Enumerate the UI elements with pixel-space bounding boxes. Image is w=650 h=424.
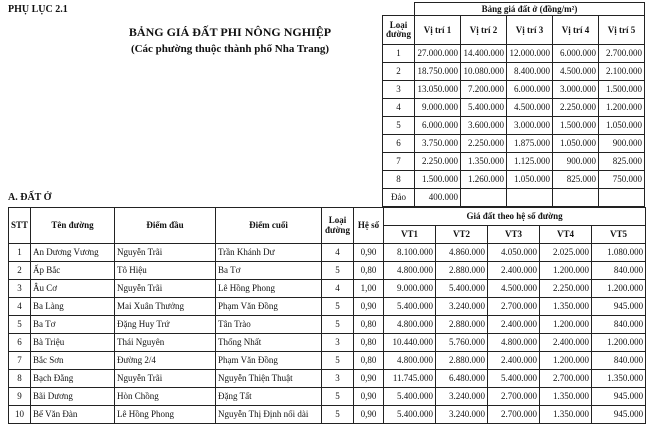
road-type-cell: 5 <box>322 388 354 406</box>
price-cell: 900.000 <box>599 135 645 153</box>
price-cell: 3.600.000 <box>461 117 507 135</box>
table-row <box>9 370 646 388</box>
table-row <box>383 63 645 81</box>
price-cell: 18.750.000 <box>415 63 461 81</box>
price-cell: 4.800.000 <box>384 262 436 280</box>
start-point-cell: Mai Xuân Thưởng <box>115 298 216 316</box>
price-cell: 2.700.000 <box>488 388 540 406</box>
price-cell: 1.080.000 <box>592 244 646 262</box>
price-cell: 11.745.000 <box>384 370 436 388</box>
road-type-cell: 2 <box>383 63 415 81</box>
price-cell: 1.350.000 <box>592 370 646 388</box>
price-cell: 945.000 <box>592 298 646 316</box>
coefficient-cell: 0,80 <box>354 316 384 334</box>
price-cell <box>599 189 645 207</box>
price-cell: 840.000 <box>592 352 646 370</box>
stt-cell: 8 <box>9 370 31 388</box>
coefficient-cell: 0,90 <box>354 388 384 406</box>
price-cell: 5.400.000 <box>461 99 507 117</box>
table-row <box>383 45 645 63</box>
price-cell: 5.400.000 <box>384 406 436 424</box>
price-cell: 945.000 <box>592 406 646 424</box>
stt-cell: 9 <box>9 388 31 406</box>
header-coefficient: Hệ số <box>354 208 384 244</box>
table-row <box>9 316 646 334</box>
coefficient-cell: 0,90 <box>354 370 384 388</box>
stt-cell: 7 <box>9 352 31 370</box>
stt-cell: 1 <box>9 244 31 262</box>
header-price-group: Giá đất theo hệ số đường <box>384 208 646 226</box>
price-cell: 4.050.000 <box>488 244 540 262</box>
table-row <box>9 334 646 352</box>
price-cell: 5.400.000 <box>384 298 436 316</box>
table-row <box>383 153 645 171</box>
price-cell: 900.000 <box>553 153 599 171</box>
road-type-cell: 5 <box>322 352 354 370</box>
price-cell: 6.000.000 <box>507 81 553 99</box>
price-table-position-header: Vị trí 3 <box>507 16 553 45</box>
table-row <box>383 189 645 207</box>
price-cell: 5.400.000 <box>488 370 540 388</box>
price-cell: 1.050.000 <box>507 171 553 189</box>
coefficient-cell: 0,80 <box>354 334 384 352</box>
price-cell: 10.080.000 <box>461 63 507 81</box>
price-cell: 5.400.000 <box>436 280 488 298</box>
price-cell: 2.400.000 <box>488 262 540 280</box>
price-cell: 7.200.000 <box>461 81 507 99</box>
price-cell: 13.050.000 <box>415 81 461 99</box>
end-point-cell: Trần Khánh Dư <box>216 244 322 262</box>
appendix-label: PHỤ LỤC 2.1 <box>8 4 68 15</box>
price-cell: 9.000.000 <box>415 99 461 117</box>
table-row <box>383 81 645 99</box>
table-row <box>383 99 645 117</box>
price-cell: 4.800.000 <box>384 352 436 370</box>
price-cell: 750.000 <box>599 171 645 189</box>
header-vt: VT1 <box>384 226 436 244</box>
price-cell: 8.100.000 <box>384 244 436 262</box>
price-cell: 4.500.000 <box>488 280 540 298</box>
road-type-cell: 4 <box>322 280 354 298</box>
end-point-cell: Lê Hồng Phong <box>216 280 322 298</box>
price-cell: 5.760.000 <box>436 334 488 352</box>
price-cell <box>553 189 599 207</box>
coefficient-cell: 0,90 <box>354 244 384 262</box>
road-type-cell: Đảo <box>383 189 415 207</box>
price-cell: 1.200.000 <box>540 262 592 280</box>
price-cell: 1.260.000 <box>461 171 507 189</box>
price-cell: 6.000.000 <box>553 45 599 63</box>
road-type-cell: 1 <box>383 45 415 63</box>
table-row <box>9 298 646 316</box>
end-point-cell: Nguyễn Thị Định nối dài <box>216 406 322 424</box>
price-cell: 3.750.000 <box>415 135 461 153</box>
street-name-cell: Bắc Sơn <box>31 352 115 370</box>
price-cell: 9.000.000 <box>384 280 436 298</box>
street-price-table <box>8 207 646 424</box>
price-cell: 1.500.000 <box>553 117 599 135</box>
road-type-cell: 6 <box>383 135 415 153</box>
price-cell: 4.800.000 <box>384 316 436 334</box>
road-type-cell: 8 <box>383 171 415 189</box>
road-type-cell: 3 <box>383 81 415 99</box>
start-point-cell: Hòn Chồng <box>115 388 216 406</box>
street-name-cell: Ba Tơ <box>31 316 115 334</box>
price-cell: 840.000 <box>592 262 646 280</box>
road-type-cell: 5 <box>322 262 354 280</box>
header-vt: VT3 <box>488 226 540 244</box>
road-type-cell: 3 <box>322 334 354 352</box>
price-cell: 825.000 <box>553 171 599 189</box>
start-point-cell: Lê Hồng Phong <box>115 406 216 424</box>
price-cell: 2.880.000 <box>436 262 488 280</box>
coefficient-cell: 0,90 <box>354 406 384 424</box>
street-name-cell: An Dương Vương <box>31 244 115 262</box>
coefficient-cell: 0,90 <box>354 298 384 316</box>
table-row <box>9 352 646 370</box>
table-row <box>9 406 646 424</box>
price-cell: 1.200.000 <box>540 352 592 370</box>
header-vt: VT4 <box>540 226 592 244</box>
price-cell: 2.700.000 <box>540 370 592 388</box>
start-point-cell: Tô Hiệu <box>115 262 216 280</box>
price-cell: 10.440.000 <box>384 334 436 352</box>
table-row <box>383 117 645 135</box>
price-cell: 12.000.000 <box>507 45 553 63</box>
price-cell: 6.000.000 <box>415 117 461 135</box>
land-price-table <box>382 2 645 207</box>
road-type-cell: 5 <box>322 298 354 316</box>
price-cell: 2.880.000 <box>436 352 488 370</box>
price-cell: 2.250.000 <box>461 135 507 153</box>
price-cell: 4.500.000 <box>553 63 599 81</box>
price-cell: 1.350.000 <box>540 406 592 424</box>
price-cell: 1.050.000 <box>553 135 599 153</box>
end-point-cell: Phạm Văn Đồng <box>216 352 322 370</box>
price-cell: 5.400.000 <box>384 388 436 406</box>
street-name-cell: Bãi Dương <box>31 388 115 406</box>
price-cell: 825.000 <box>599 153 645 171</box>
street-name-cell: Âu Cơ <box>31 280 115 298</box>
start-point-cell: Thái Nguyên <box>115 334 216 352</box>
price-cell: 1.500.000 <box>415 171 461 189</box>
price-cell: 2.880.000 <box>436 316 488 334</box>
price-table-position-header: Vị trí 2 <box>461 16 507 45</box>
street-name-cell: Bà Triệu <box>31 334 115 352</box>
price-cell: 3.240.000 <box>436 388 488 406</box>
price-table-position-header: Vị trí 5 <box>599 16 645 45</box>
road-type-cell: 7 <box>383 153 415 171</box>
start-point-cell: Đường 2/4 <box>115 352 216 370</box>
end-point-cell: Tân Trào <box>216 316 322 334</box>
price-cell <box>461 189 507 207</box>
price-cell: 2.400.000 <box>488 352 540 370</box>
document-title: BẢNG GIÁ ĐẤT PHI NÔNG NGHIỆP <box>128 25 332 39</box>
table-row <box>9 280 646 298</box>
price-cell: 840.000 <box>592 316 646 334</box>
price-cell: 1.200.000 <box>592 334 646 352</box>
header-vt: VT5 <box>592 226 646 244</box>
price-cell: 2.700.000 <box>488 298 540 316</box>
header-street: Tên đường <box>31 208 115 244</box>
price-cell: 2.400.000 <box>488 316 540 334</box>
price-cell: 2.100.000 <box>599 63 645 81</box>
price-table-position-header: Vị trí 1 <box>415 16 461 45</box>
price-cell: 2.250.000 <box>553 99 599 117</box>
end-point-cell: Ba Tơ <box>216 262 322 280</box>
end-point-cell: Thống Nhất <box>216 334 322 352</box>
price-cell: 1.350.000 <box>540 388 592 406</box>
road-type-cell: 3 <box>322 370 354 388</box>
header-end: Điểm cuối <box>216 208 322 244</box>
road-type-cell: 5 <box>322 406 354 424</box>
end-point-cell: Đặng Tất <box>216 388 322 406</box>
stt-cell: 3 <box>9 280 31 298</box>
road-type-cell: 4 <box>383 99 415 117</box>
table-row <box>383 135 645 153</box>
coefficient-cell: 0,80 <box>354 352 384 370</box>
price-cell: 4.500.000 <box>507 99 553 117</box>
price-cell: 2.025.000 <box>540 244 592 262</box>
stt-cell: 6 <box>9 334 31 352</box>
price-cell: 1.200.000 <box>592 280 646 298</box>
price-cell: 2.700.000 <box>488 406 540 424</box>
price-cell: 945.000 <box>592 388 646 406</box>
price-cell: 3.000.000 <box>507 117 553 135</box>
price-cell: 3.000.000 <box>553 81 599 99</box>
street-name-cell: Bế Văn Đàn <box>31 406 115 424</box>
stt-cell: 4 <box>9 298 31 316</box>
table-row <box>9 388 646 406</box>
price-cell: 3.240.000 <box>436 406 488 424</box>
price-cell: 4.800.000 <box>488 334 540 352</box>
price-cell: 27.000.000 <box>415 45 461 63</box>
price-table-caption: Bảng giá đất ở (đồng/m²) <box>415 3 645 16</box>
header-road-type: Loại đường <box>322 208 354 244</box>
stt-cell: 10 <box>9 406 31 424</box>
document-subtitle: (Các phường thuộc thành phố Nha Trang) <box>130 43 330 55</box>
start-point-cell: Nguyễn Trãi <box>115 370 216 388</box>
price-cell: 1.125.000 <box>507 153 553 171</box>
road-type-cell: 5 <box>383 117 415 135</box>
table-row <box>9 244 646 262</box>
price-cell: 1.050.000 <box>599 117 645 135</box>
price-cell: 400.000 <box>415 189 461 207</box>
header-start: Điểm đầu <box>115 208 216 244</box>
price-table-position-header: Vị trí 4 <box>553 16 599 45</box>
price-table-road-header: Loại đường <box>383 16 415 45</box>
street-name-cell: Ba Làng <box>31 298 115 316</box>
price-cell: 14.400.000 <box>461 45 507 63</box>
price-cell: 1.350.000 <box>540 298 592 316</box>
table-row <box>9 262 646 280</box>
table-row <box>383 171 645 189</box>
end-point-cell: Nguyễn Thiện Thuật <box>216 370 322 388</box>
price-cell <box>507 189 553 207</box>
start-point-cell: Nguyễn Trãi <box>115 244 216 262</box>
start-point-cell: Nguyễn Trãi <box>115 280 216 298</box>
price-cell: 1.500.000 <box>599 81 645 99</box>
price-cell: 2.700.000 <box>599 45 645 63</box>
price-cell: 1.200.000 <box>599 99 645 117</box>
price-cell: 1.200.000 <box>540 316 592 334</box>
header-stt: STT <box>9 208 31 244</box>
road-type-cell: 5 <box>322 316 354 334</box>
price-cell: 2.400.000 <box>540 334 592 352</box>
road-type-cell: 4 <box>322 244 354 262</box>
section-heading: A. ĐẤT Ở <box>8 192 52 203</box>
header-vt: VT2 <box>436 226 488 244</box>
coefficient-cell: 1,00 <box>354 280 384 298</box>
street-name-cell: Ấp Bắc <box>31 262 115 280</box>
coefficient-cell: 0,80 <box>354 262 384 280</box>
stt-cell: 5 <box>9 316 31 334</box>
start-point-cell: Đặng Huy Trứ <box>115 316 216 334</box>
price-cell: 8.400.000 <box>507 63 553 81</box>
end-point-cell: Phạm Văn Đồng <box>216 298 322 316</box>
price-cell: 1.875.000 <box>507 135 553 153</box>
price-cell: 1.350.000 <box>461 153 507 171</box>
stt-cell: 2 <box>9 262 31 280</box>
price-cell: 4.860.000 <box>436 244 488 262</box>
street-name-cell: Bạch Đằng <box>31 370 115 388</box>
price-cell: 2.250.000 <box>415 153 461 171</box>
price-cell: 6.480.000 <box>436 370 488 388</box>
price-cell: 2.250.000 <box>540 280 592 298</box>
price-cell: 3.240.000 <box>436 298 488 316</box>
